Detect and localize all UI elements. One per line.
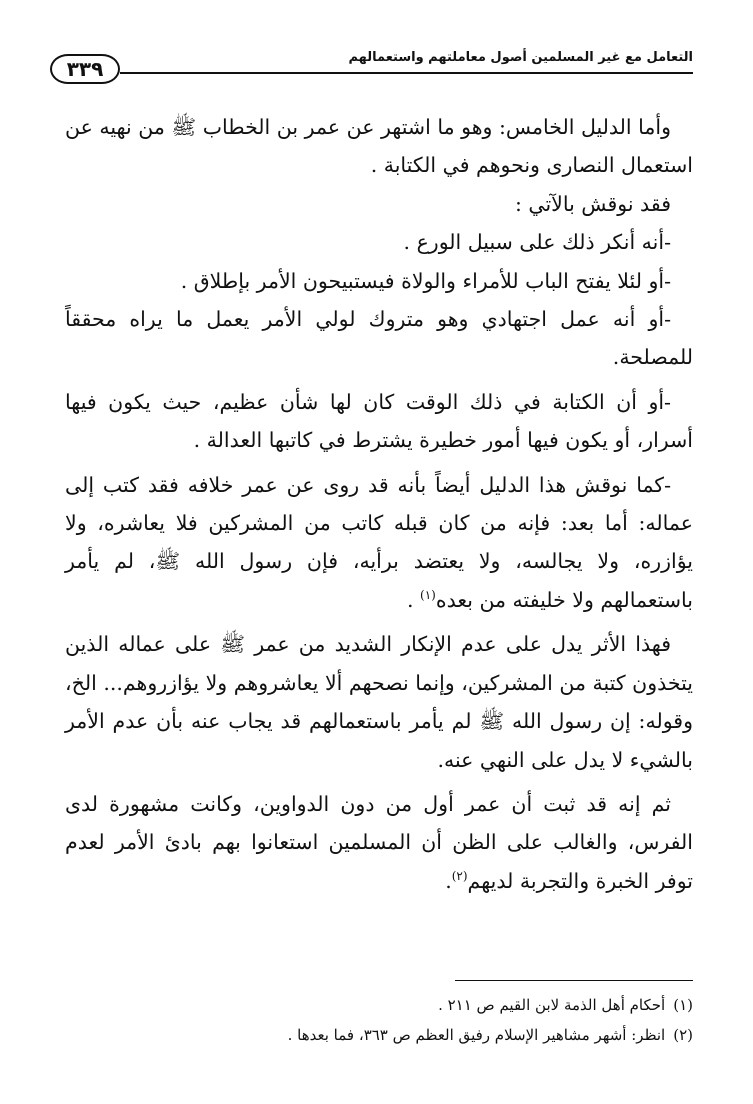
footnote: [65, 1020, 693, 1050]
paragraph: فهذا الأثر يدل على عدم الإنكار الشديد من عمر ﷺ على عماله الذين يتخذون كتبة من المشركين، وإنما نصحهم ألا يعاشروهم ولا يؤازروهم... الخ، وقوله: إن رسول الله ﷺ لم يأمر باستعمالهم قد يجاب عنه بأن عدم الأمر بالشيء لا يدل على النهي عنه.: [65, 632, 693, 772]
footnote-number: (١): [673, 996, 693, 1014]
page-header: [50, 44, 693, 92]
footnote-ref-2: (٢): [451, 868, 468, 883]
footnote-text: أحكام أهل الذمة لابن القيم ص ٢١١ .: [438, 996, 666, 1014]
paragraph: وأما الدليل الخامس: وهو ما اشتهر عن عمر بن الخطاب ﷺ من نهيه عن استعمال النصارى ونحوهم في الكتابة .: [65, 115, 693, 178]
paragraph: فقد نوقش بالآتي :: [514, 191, 671, 216]
paragraph: [65, 785, 693, 900]
footnote-number: (٢): [673, 1026, 693, 1044]
punctuation: .: [406, 587, 420, 612]
footnote-text: انظر: أشهر مشاهير الإسلام رفيق العظم ص ٣٦٣، فما بعدها .: [287, 1026, 666, 1044]
footnote-ref-1: (١): [420, 588, 436, 603]
paragraph: -أو لئلا يفتح الباب للأمراء والولاة فيستبيحون الأمر بإطلاق .: [180, 268, 671, 293]
paragraph: -أو أنه عمل اجتهادي وهو متروك لولي الأمر يعمل ما يراه محققاً للمصلحة.: [65, 307, 693, 370]
punctuation: .: [445, 868, 452, 893]
footnote-rule: [455, 980, 693, 981]
running-title: التعامل مع غير المسلمين أصول معاملتهم واستعمالهم: [348, 50, 693, 65]
paragraph-text: -كما نوقش هذا الدليل أيضاً بأنه قد روى عن عمر خلافه فقد كتب إلى عماله: أما بعد: فإنه من كان قبله كاتب من المشركين فلا يعاشره، ولا يؤازره، ولا يجالسه، ولا يعتضد برأيه، فإن رسول الله ﷺ، لم يأمر باستعمالهم ولا خليفته من بعده: [65, 472, 693, 612]
header-rule: [120, 72, 693, 74]
page-number: ٣٣٩: [50, 54, 120, 84]
paragraph: -أو أن الكتابة في ذلك الوقت كان لها شأن عظيم، حيث يكون فيها أسرار، أو يكون فيها أمور خطيرة يشترط في كاتبها العدالة .: [65, 389, 693, 453]
paragraph-text: ثم إنه قد ثبت أن عمر أول من دون الدواوين، وكانت مشهورة لدى الفرس، والغالب على الظن أن المسلمين استعانوا بهم بادئ الأمر لعدم توفر الخبرة والتجربة لديهم: [65, 791, 693, 893]
footnote: [65, 990, 693, 1020]
main-text: [65, 108, 693, 906]
paragraph: [65, 466, 693, 620]
footnotes: [65, 990, 693, 1050]
paragraph: -أنه أنكر ذلك على سبيل الورع .: [403, 230, 671, 255]
